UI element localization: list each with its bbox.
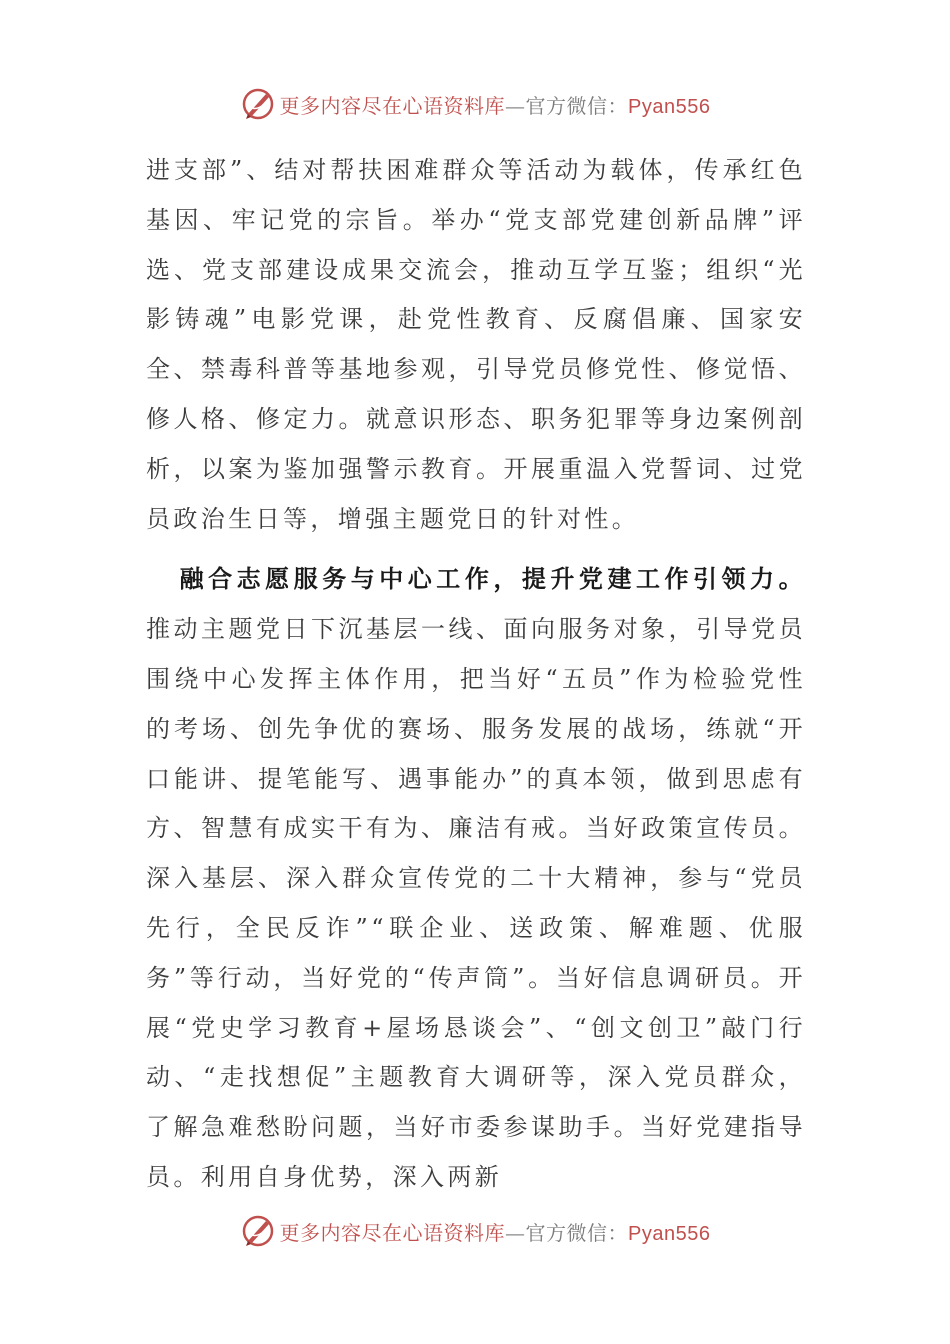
paragraph-2-text: 推动主题党日下沉基层一线、面向服务对象，引导党员围绕中心发挥主体作用，把当好“五员”作为检验党性的考场、创先争优的赛场、服务发展的战场，练就“开口能讲、提笔能写、遇事能办”的真本领，做到思虑有方、智慧有成实干有为、廉洁有戒。当好政策宣传员。深入基层、深入群众宣传党的二十大精神，参与“党员先行，全民反诈”“联企业、送政策、解难题、优服务”等行动，当好党的“传声筒”。当好信息调研员。开展“党史学习教育+屋场恳谈会”、“创文创卫”敲门行动、“走找想促”主题教育大调研等，深入党员群众，了解急难愁盼问题，当好市委参谋助手。当好党建指导员。利用自身优势，深入两新 (146, 615, 806, 1191)
header-banner-text: 更多内容尽在心语资料库—官方微信：Pyan556 (279, 93, 711, 118)
header-wechat-id: Pyan556 (628, 95, 711, 118)
pen-logo-icon (240, 86, 276, 122)
footer-wechat-id: Pyan556 (628, 1222, 711, 1245)
paragraph-2 (146, 554, 806, 1202)
pen-logo-icon (240, 1213, 276, 1249)
paragraph-1: 进支部”、结对帮扶困难群众等活动为载体，传承红色基因、牢记党的宗旨。举办“党支部党建创新品牌”评选、党支部建设成果交流会，推动互学互鉴；组织“光影铸魂”电影党课，赴党性教育、反腐倡廉、国家安全、禁毒科普等基地参观，引导党员修党性、修觉悟、修人格、修定力。就意识形态、职务犯罪等身边案例剖析，以案为鉴加强警示教育。开展重温入党誓词、过党员政治生日等，增强主题党日的针对性。 (146, 156, 806, 533)
document-body (146, 146, 806, 1203)
header-banner (0, 82, 950, 126)
paragraph-2-lead: 融合志愿服务与中心工作，提升党建工作引领力。 (179, 564, 806, 594)
footer-banner-text: 更多内容尽在心语资料库—官方微信：Pyan556 (279, 1220, 711, 1245)
footer-banner (0, 1209, 950, 1253)
